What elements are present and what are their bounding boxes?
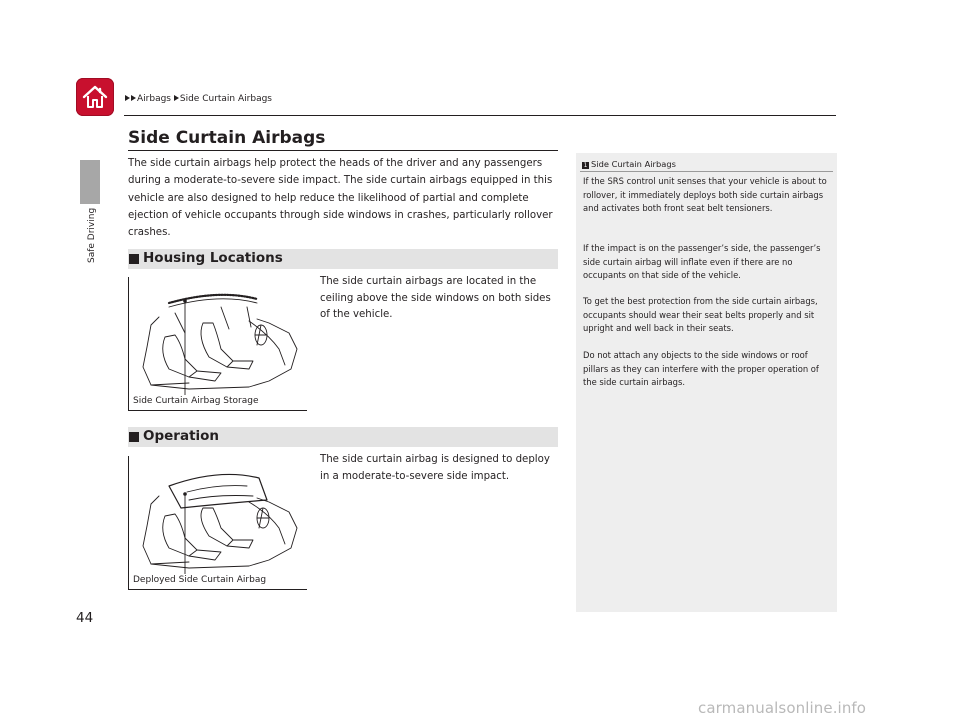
side-note-paragraph: Do not attach any objects to the side windows or roof pillars as they can interfere with the proper operation of the side curtain airbags.: [583, 350, 819, 387]
home-icon: [80, 82, 110, 112]
housing-locations-text: The side curtain airbags are located in the ceiling above the side windows on both sides of the vehicle.: [320, 276, 551, 320]
side-note-panel: [576, 153, 837, 612]
page-title: Side Curtain Airbags: [128, 128, 326, 148]
housing-locations-figure: [128, 277, 307, 411]
operation-heading: [128, 427, 558, 447]
section-tab-label: Safe Driving: [87, 207, 97, 263]
operation-text: The side curtain airbag is designed to deploy in a moderate-to-severe side impact.: [320, 454, 550, 482]
side-note-paragraph: If the impact is on the passenger’s side, the passenger’s side curtain airbag will inflate even if there are no occupants on that side of the vehicle.: [583, 243, 821, 280]
section-square-icon: [129, 254, 139, 264]
car-interior-illustration: [129, 277, 307, 410]
page-number: 44: [76, 610, 94, 626]
section-tab-marker[interactable]: [80, 160, 100, 204]
side-note-title: [582, 159, 676, 169]
deployed-airbag-illustration: [129, 456, 307, 589]
housing-locations-heading: [128, 249, 558, 269]
side-note-divider: [580, 171, 833, 172]
operation-figure-label: Deployed Side Curtain Airbag: [133, 575, 267, 585]
operation-figure: [128, 456, 307, 590]
breadcrumb-arrow-icon: [131, 95, 136, 101]
title-divider: [128, 150, 558, 151]
header-divider: [124, 115, 836, 116]
breadcrumb-item-side-curtain-airbags[interactable]: Side Curtain Airbags: [179, 94, 272, 104]
breadcrumb: [125, 94, 272, 104]
intro-paragraph: The side curtain airbags help protect the heads of the driver and any passengers during a moderate-to-severe side impact. The side curtain airbags equipped in this vehicle are also designed to help reduce the likelihood of partial and complete ejection of vehicle occupants through side windows in crashes, particularly rollover crashes.: [128, 158, 553, 239]
side-note-paragraph: If the SRS control unit senses that your vehicle is about to rollover, it immediately deploys both side curtain airbags and activates both front seat belt tensioners.: [583, 176, 827, 213]
home-button[interactable]: [76, 78, 114, 116]
breadcrumb-arrow-icon: [174, 95, 179, 101]
breadcrumb-arrow-icon: [125, 95, 130, 101]
side-note-paragraph: To get the best protection from the side curtain airbags, occupants should wear their seat belts properly and sit upright and well back in their seats.: [583, 296, 818, 333]
section-square-icon: [129, 432, 139, 442]
housing-locations-heading-text: Housing Locations: [143, 250, 283, 266]
breadcrumb-item-airbags[interactable]: Airbags: [137, 94, 171, 104]
housing-figure-label: Side Curtain Airbag Storage: [133, 396, 259, 406]
side-note-title-text: Side Curtain Airbags: [591, 159, 676, 169]
watermark: carmanualsonline.info: [698, 699, 867, 717]
note-badge-icon: 1: [583, 162, 588, 169]
operation-heading-text: Operation: [143, 428, 220, 444]
